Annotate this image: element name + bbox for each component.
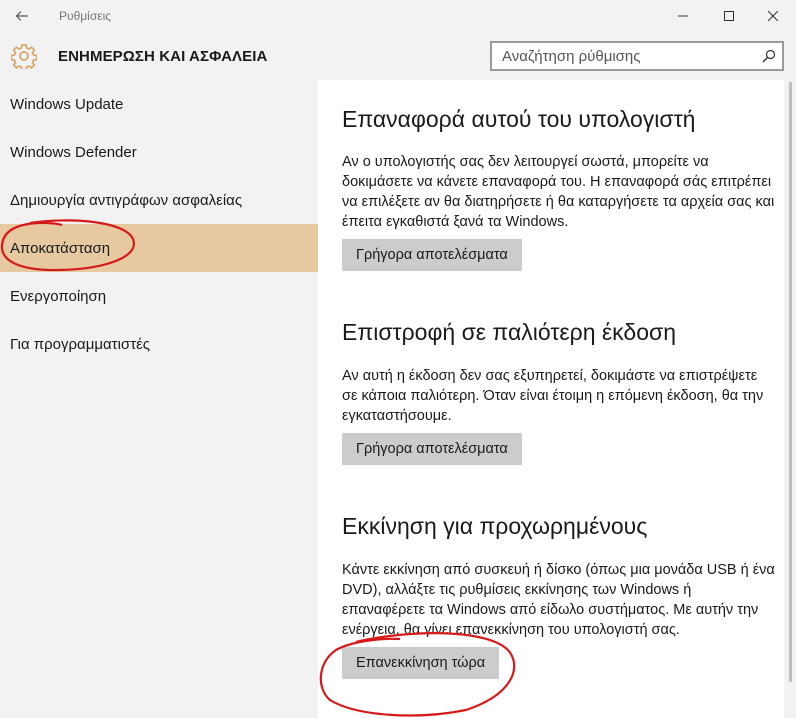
- go-back-get-started-button[interactable]: Γρήγορα αποτελέσματα: [342, 433, 522, 465]
- page-title: ΕΝΗΜΕΡΩΣΗ ΚΑΙ ΑΣΦΑΛΕΙΑ: [58, 48, 268, 65]
- back-button[interactable]: [8, 4, 36, 28]
- sidebar-item-windows-update[interactable]: [0, 80, 318, 128]
- section-title-advanced-startup: Εκκίνηση για προχωρημένους: [342, 513, 648, 539]
- title-bar: [0, 0, 796, 33]
- sidebar-item-windows-defender[interactable]: [0, 128, 318, 176]
- search-input[interactable]: [492, 43, 756, 69]
- reset-get-started-button[interactable]: Γρήγορα αποτελέσματα: [342, 239, 522, 271]
- maximize-button[interactable]: [706, 4, 752, 28]
- section-description-reset: Αν ο υπολογιστής σας δεν λειτουργεί σωστά, μπορείτε να δοκιμάσετε να κάνετε επαναφορά του. Η επαναφορά σάς επιτρέπει να επιλέξετε αν θα διατηρήσετε ή θα καταργήσετε τα αρχεία σας και έπειτα εγκαθιστά ξανά τα Windows.: [342, 154, 775, 230]
- sidebar-item-backup[interactable]: [0, 176, 318, 224]
- scrollbar[interactable]: [786, 80, 796, 718]
- section-title-go-back: Επιστροφή σε παλιότερη έκδοση: [342, 319, 676, 345]
- minimize-button[interactable]: [660, 4, 706, 28]
- section-title-reset: Επαναφορά αυτού του υπολογιστή: [342, 106, 696, 132]
- sidebar-item-label: Windows Defender: [10, 143, 137, 161]
- restart-now-button[interactable]: Επανεκκίνηση τώρα: [342, 647, 499, 679]
- section-description-advanced-startup: Κάντε εκκίνηση από συσκευή ή δίσκο (όπως μια μονάδα USB ή ένα DVD), αλλάξτε τις ρυθμίσεις εκκίνησης των Windows ή επαναφέρετε τα Windows από είδωλο συστήματος. Με αυτήν την ενέργεια, θα γίνει επανεκκίνηση του υπολογιστή σας.: [342, 562, 775, 638]
- window-title: Ρυθμίσεις: [59, 9, 112, 23]
- page-header: [0, 33, 796, 80]
- sidebar-item-activation[interactable]: [0, 272, 318, 320]
- sidebar-item-label: Ενεργοποίηση: [10, 287, 107, 305]
- back-arrow-icon: [15, 10, 29, 22]
- close-button[interactable]: [750, 4, 796, 28]
- search-box[interactable]: [490, 41, 784, 71]
- main-content: [318, 80, 784, 718]
- search-icon[interactable]: [756, 43, 782, 69]
- scrollbar-thumb[interactable]: [789, 82, 792, 682]
- sidebar-item-label: Δημιουργία αντιγράφων ασφαλείας: [10, 191, 243, 209]
- close-icon: [768, 11, 778, 21]
- sidebar-item-label: Αποκατάσταση: [10, 239, 111, 257]
- sidebar-item-for-developers[interactable]: [0, 320, 318, 368]
- sidebar-item-label: Windows Update: [10, 95, 124, 113]
- maximize-icon: [724, 11, 734, 21]
- sidebar-item-label: Για προγραμματιστές: [10, 335, 151, 353]
- minimize-icon: [678, 11, 688, 21]
- gear-icon: [11, 43, 37, 69]
- section-description-go-back: Αν αυτή η έκδοση δεν σας εξυπηρετεί, δοκιμάστε να επιστρέψετε σε κάποια παλιότερη. Όταν είναι έτοιμη η επόμενη έκδοση, θα την εγκαταστήσουμε.: [342, 368, 764, 424]
- sidebar-item-recovery[interactable]: [0, 224, 318, 272]
- sidebar: [0, 80, 318, 718]
